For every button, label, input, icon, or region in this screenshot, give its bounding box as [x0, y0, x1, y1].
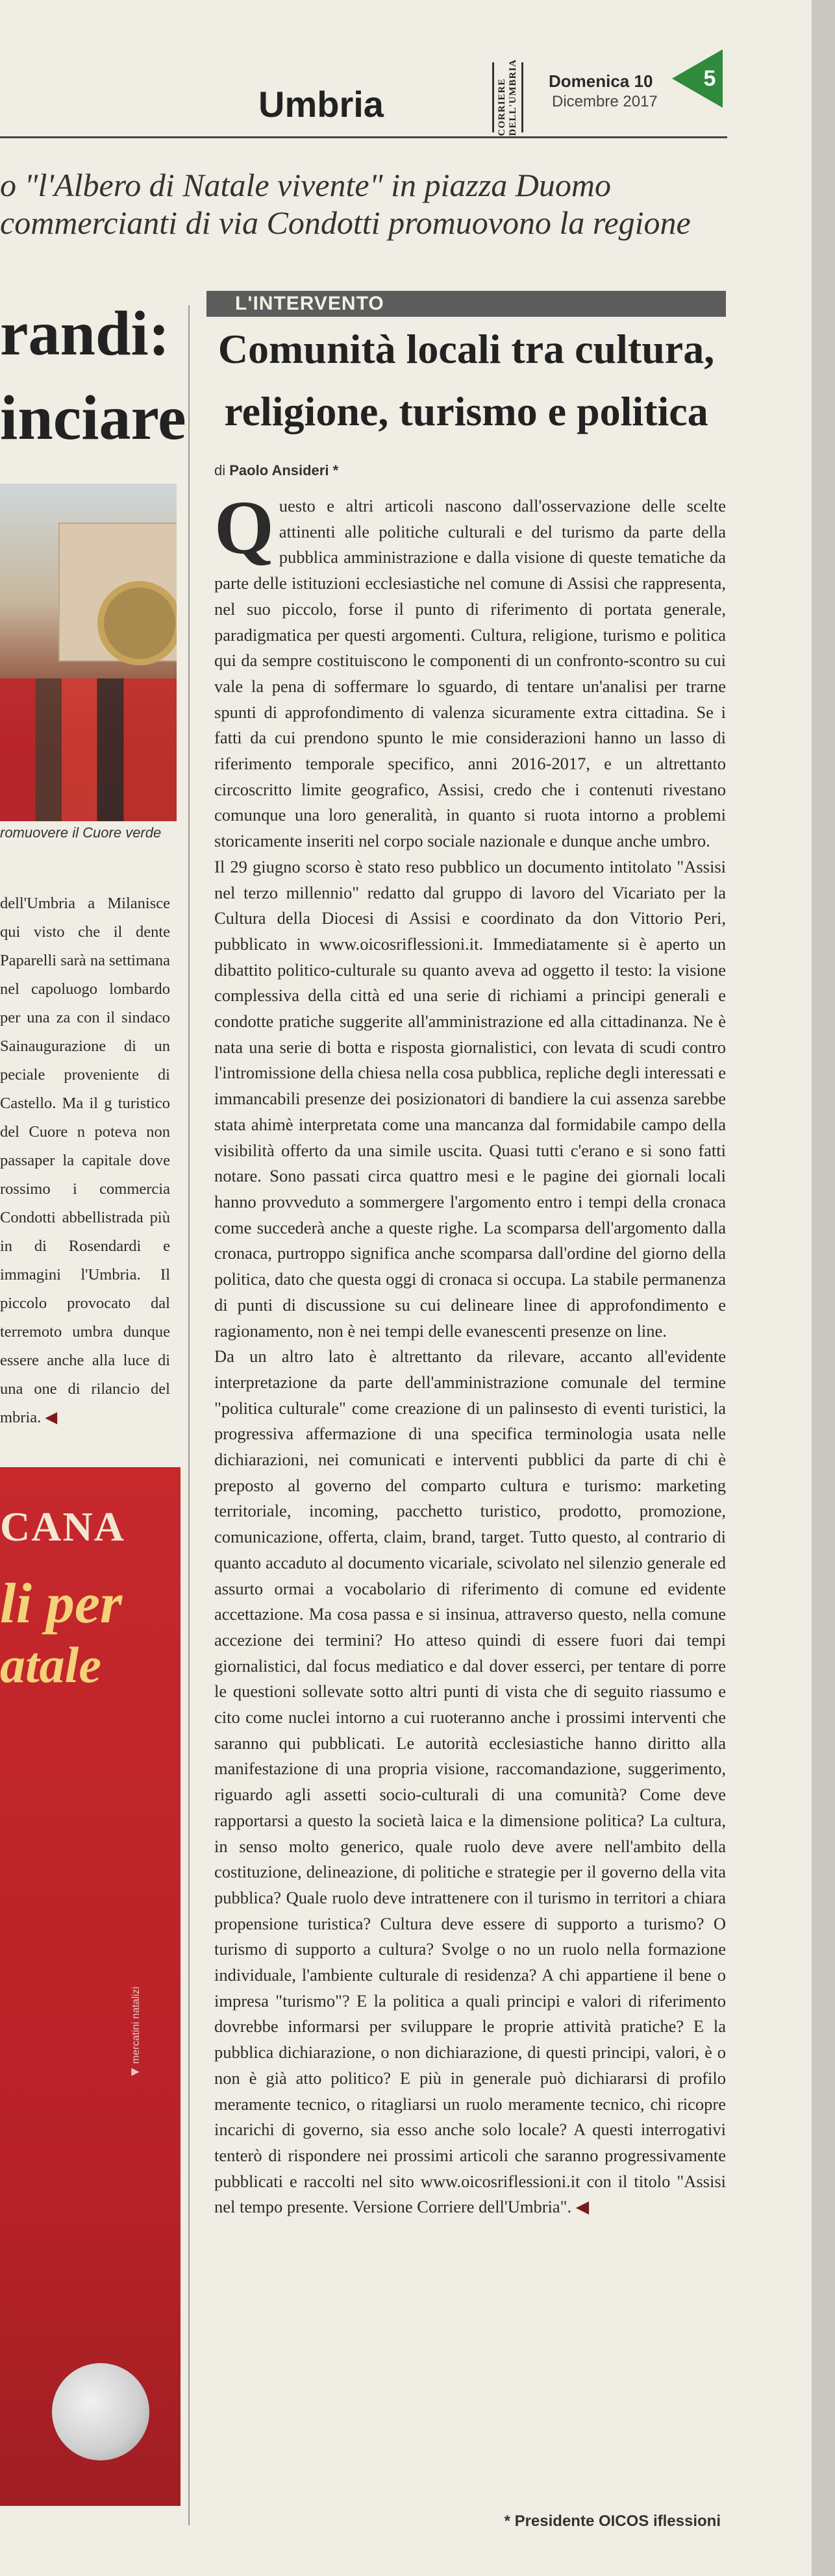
left-article-text: dell'Umbria a Milanisce qui visto che il dente Paparelli sarà na settimana nel capoluogo lombardo per una za con il sindaco Sainaugurazione di un peciale proveniente di Castello. Ma il g turistico del Cuore n poteva non passaper la capitale dove rossimo i commercia Condotti abbellistrada più in di Rosendardi e immagini l'Umbria. Il piccolo provocato dal terremoto umbra dunque essere anche alla luce di una one di rilancio del mbria. ◀	[0, 895, 170, 1426]
ad-line-2: li per	[0, 1572, 123, 1635]
left-photo	[0, 484, 177, 821]
section-label: L'INTERVENTO	[235, 293, 384, 314]
section-label-bar	[206, 291, 726, 317]
end-mark-icon: ◀	[45, 1409, 58, 1426]
page-edge	[812, 0, 835, 2576]
drop-cap: Q	[214, 485, 274, 570]
article-paragraph: Da un altro lato è altrettanto da rilevare, accanto all'evidente interpretazione da parte dell'amministrazione comunale del termine "politica culturale" come creazione di un palinsesto di eventi turistici, la progressiva affermazione di una specifica terminologia usata nelle dichiarazioni, nei comunicati e interventi pubblici da parte di chi è preposto al governo del comparto cultura e turismo: marketing territoriale, incoming, pacchetto turistico, prodotto, promozione, comunicazione, offerta, claim, brand, target. Tutto questo, al contrario di quanto accaduto al documento vicariale, scivolato nel silenzio generale ed assurto ormai a vocabolario di riferimento di comune ed evidente accettazione. Ma cosa passa e si insinua, attraverso questo, nella comune accezione dei termini? Ho atteso quindi di essere fuori dai tempi giornalistici, dal focus mediatico e dal dover esserci, per tentare di porre le questioni sollevate sotto altri punti di vista che di seguito riassumo e cito come nuclei intorno a cui ruoteranno anche i prossimi interventi che saranno qui pubblicati. Le autorità ecclesiastiche hanno diritto alla manifestazione di una propria visione, raccomandazione, suggerimento, riguardo agli assetti socio-culturali di una comunità? Come deve rapportarsi a questo la società laica e la dimensione politica? La cultura, in senso molto generico, quale ruolo deve avere nell'ambito della costituzione, delineazione, di politiche e strategie per il governo della vita pubblica? Quale ruolo deve intrattenere con il turismo in territori a chiara propensione turistica? Cultura deve essere di supporto a turismo? O turismo di supporto a cultura? Svolge o no un ruolo nella formazione individuale, l'ambiente culturale di residenza? A chi appartiene il bene o impresa "turismo"? E la politica a quali principi e valori di riferimento dovrebbe informarsi per sviluppare le proprie attività pratiche? E la pubblica dichiarazione, o non dichiarazione, di questi principi, valori, è o non è già atto politico? E più in generale può dichiararsi di profilo meramente tecnico, o ritagliarsi un ruolo meramente tecnico, chi ricopre incarichi di governo, sia esso anche solo locale? A questi interrogativi tenterò di rispondere nei prossimi articoli che saranno progressivamente pubblicati e raccolti nel sito www.oicosriflessioni.it con il titolo "Assisi nel tempo presente. Versione Corriere dell'Umbria". ◀	[214, 1346, 726, 2217]
ad-vertical-text: ◀ mercatini natalizi	[131, 1987, 142, 2079]
ad-line-3: atale	[0, 1637, 101, 1693]
kicker-line-1: o "l'Albero di Natale vivente" in piazza Duomo	[0, 167, 611, 203]
ad-line-1: CANA	[0, 1504, 125, 1550]
article-paragraph: Questo e altri articoli nascono dall'osservazione delle scelte attinenti alle politiche culturali e del turismo da parte della pubblica amministrazione e dalla visione di queste tematiche da parte delle istituzioni ecclesiastiche nel comune di Assisi che rappresenta, nel suo piccolo, forse il punto di riferimento di portata generale, paradigmatica per questi argomenti. Cultura, religione, turismo e politica qui da sempre costituiscono le componenti di un confronto-scontro su cui vale la pena di soffermare lo sguardo, di tentare un'analisi per trarne spunti di approfondimento di valenza sicuramente extra cittadina. Se i fatti da cui prendono spunto le mie considerazioni hanno un lasso di riferimento temporale specifico, anni 2016-2017, e un altrettanto circoscritto limite geografico, Assisi, credo che i contenuti rivestano comunque una loro generalità, in quanto si ruota intorno a problemi storicamente inseriti nel corpo sociale nazionale e dunque anche umbro.	[214, 485, 726, 851]
author-name: Paolo Ansideri *	[229, 462, 339, 478]
left-headline-line-1: randi:	[0, 299, 170, 369]
newspaper-logo: CORRIERE DELL'UMBRIA	[492, 62, 523, 132]
article-body	[214, 485, 726, 2220]
issue-day: Domenica 10	[549, 71, 653, 91]
column-divider	[188, 305, 190, 2525]
left-headline-line-2: inciare	[0, 383, 186, 453]
page-number: 5	[703, 66, 716, 91]
author-signature: * Presidente OICOS iflessioni	[504, 2512, 721, 2530]
photo-caption: romuovere il Cuore verde	[0, 824, 162, 841]
ornament-icon	[52, 2363, 149, 2460]
header-rule	[0, 136, 727, 138]
byline: di Paolo Ansideri *	[214, 462, 339, 478]
article-paragraph: Il 29 giugno scorso è stato reso pubblico un documento intitolato "Assisi nel terzo millennio" redatto dal gruppo di lavoro del Vicariato per la Cultura della Diocesi di Assisi e coordinato da don Vittorio Peri, pubblicato in www.oicosriflessioni.it. Immediatamente si è aperto un dibattito politico-culturale su quanto aveva ad oggetto il testo: la visione complessiva della città ed una serie di richiami a principi generali e condotte pratiche suggerite all'amministrazione ed alla cittadinanza. Ne è nata una serie di botta e risposta giornalistici, con levata di scudi contro l'intromissione della chiesa nella cosa pubblica, repliche degli interessati e immancabili presenze dei posizionatori di bandiere la cui assenza sarebbe stata ahimè interpretata come una mancanza dal formidabile campo della visibilità offerto da una simile uscita. Quasi tutti c'erano e si sono fatti notare. Sono passati circa quattro mesi e le pagine dei giornali locali hanno provveduto a sommergere l'argomento entro i tempi della cronaca come succederà anche a queste righe. La scomparsa dell'argomento dalla cronaca, purtroppo significa anche scomparsa dall'ordine del giorno della politica, dato che questa oggi di cronaca si occupa. La stabile permanenza di punti di discussione su cui delineare linee di approfondimento e ragionamento, non è nei tempi delle evanescenti presenze on line.	[214, 856, 726, 1341]
section-name: Umbria	[258, 84, 384, 125]
advertisement	[0, 1467, 181, 2506]
kicker-line-2: commercianti di via Condotti promuovono la regione	[0, 204, 691, 241]
issue-date: Dicembre 2017	[552, 93, 658, 110]
end-mark-icon: ◀	[575, 2197, 590, 2217]
article-title: Comunità locali tra cultura, religione, turismo e politica	[218, 326, 715, 434]
page-number-badge	[672, 49, 723, 108]
